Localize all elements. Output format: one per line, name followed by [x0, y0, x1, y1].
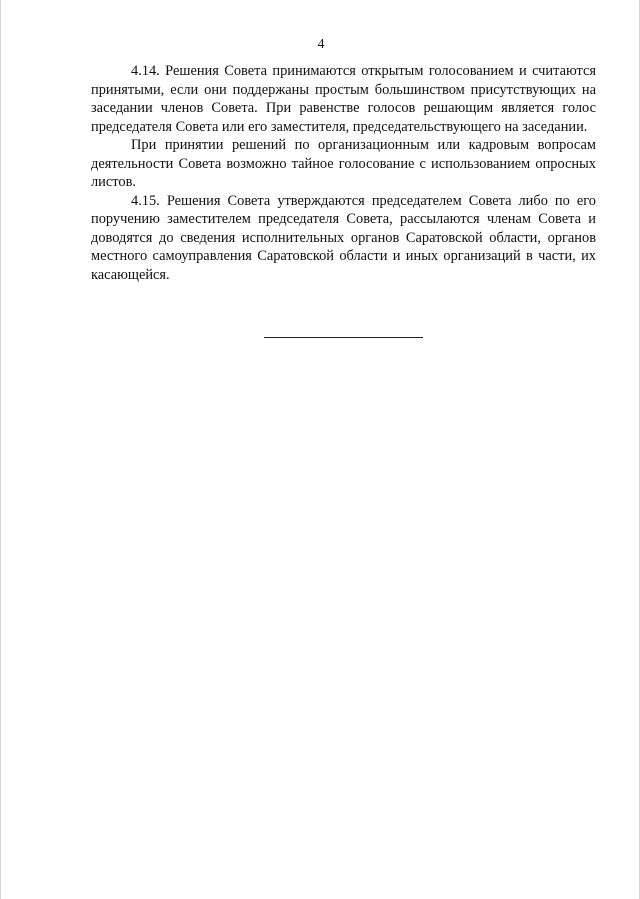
paragraph-4-15: 4.15. Решения Совета утверждаются председателем Совета либо по его поручению заместителем председателя Совета, рассылаются членам Совета и доводятся до сведения исполнительных органов Саратовской области, органов местного самоуправления Саратовской области и иных организаций в части, их касающейся.	[91, 192, 596, 283]
page-number: 4	[317, 37, 325, 52]
end-separator-line	[264, 337, 423, 338]
paragraph-secret-vote: При принятии решений по организационным или кадровым вопросам деятельности Совета возможно тайное голосование с использованием опросных листов.	[91, 137, 596, 190]
document-body	[91, 62, 596, 284]
paragraph-4-14: 4.14. Решения Совета принимаются открытым голосованием и считаются принятыми, если они поддержаны простым большинством присутствующих на заседании членов Совета. При равенстве голосов решающим является голос председателя Совета или его заместителя, председательствующего на заседании.	[91, 63, 596, 135]
